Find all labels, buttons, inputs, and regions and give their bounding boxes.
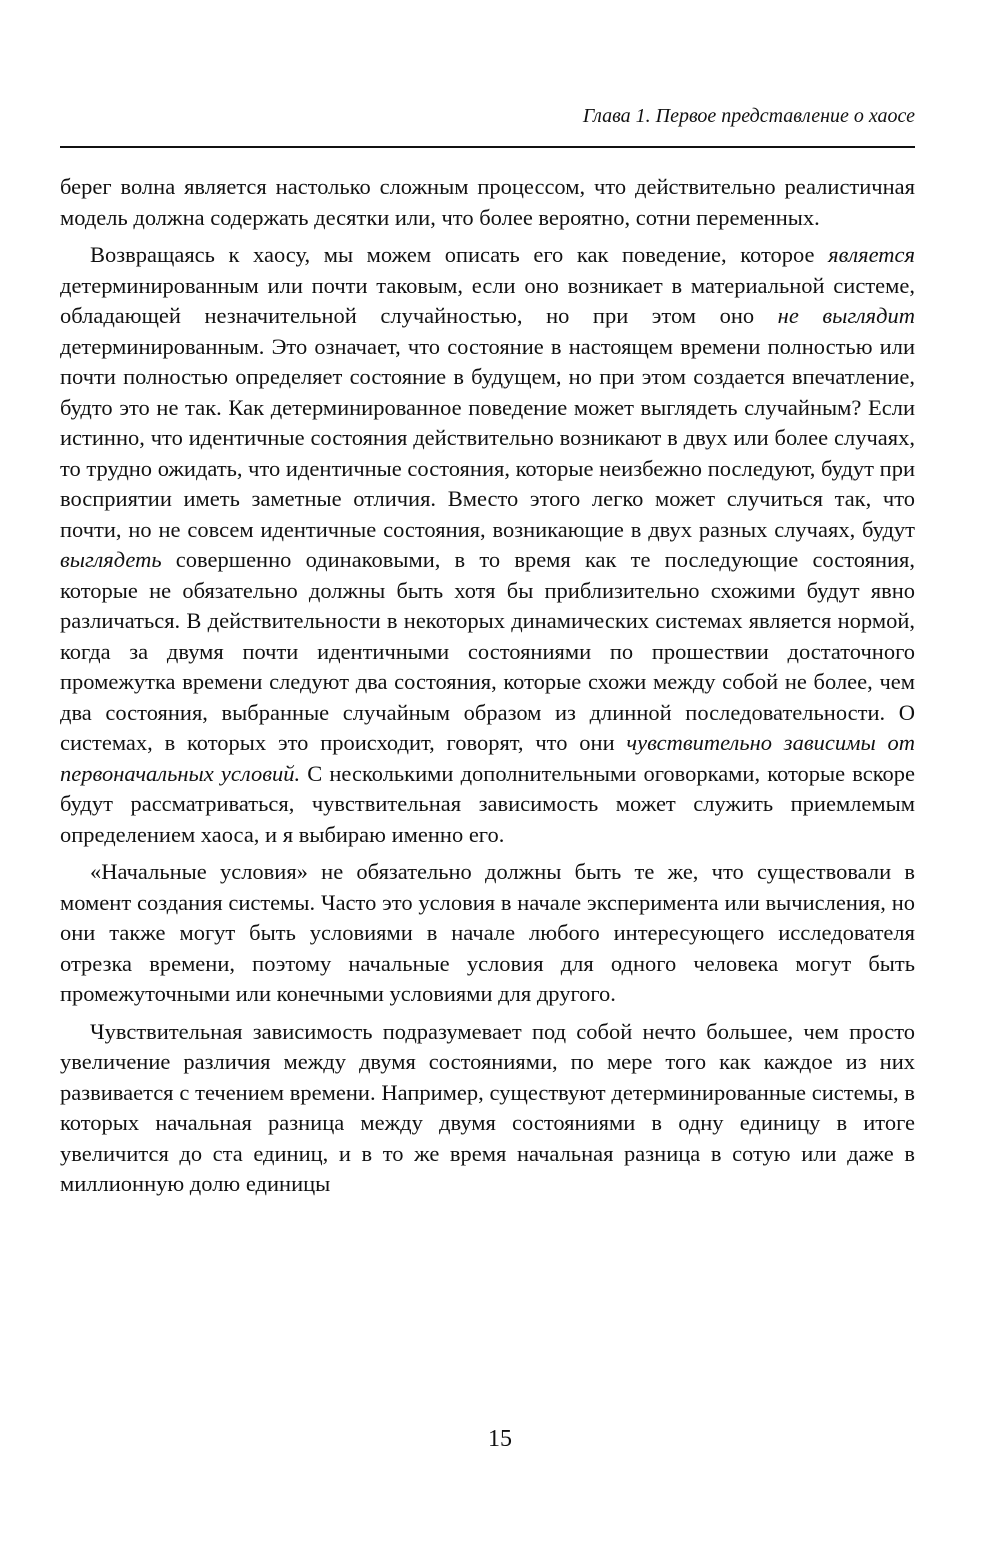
paragraph-1 (60, 172, 915, 233)
paragraph-2 (60, 240, 915, 850)
text-run: Возвращаясь к хаосу, мы можем описать его как поведение, которое (90, 242, 829, 267)
text-run: Чувствительная зависимость подразумевает под собой нечто большее, чем просто увеличение различия между двумя состояниями, по мере того как каждое из них развивается с течением времени. Например, существуют детерминированные системы, в которых начальная разница между двумя состояниями в одну единицу в итоге увеличится до ста единиц, и в то же время начальная разница в сотую или даже в миллионную долю единицы (60, 1018, 915, 1196)
text-run: «Начальные условия» не обязательно должны быть те же, что существовали в момент создания системы. Часто это условия в начале эксперимента или вычисления, но они также могут быть условиями в начале любого интересующего исследователя отрезка времени, поэтому начальные условия для одного человека могут быть промежуточными или конечными условиями для другого. (60, 859, 915, 1006)
text-run: С несколькими дополнительными оговорками, которые вскоре будут рассматриваться, чувствительная зависимость может служить приемлемым определением хаоса, и я выбираю именно его. (60, 760, 915, 847)
text-run: берег волна является настолько сложным процессом, что действительно реалистичная модель должна содержать десятки или, что более вероятно, сотни переменных. (60, 174, 915, 230)
paragraph-4 (60, 1017, 915, 1200)
text-run: детерминированным или почти таковым, если оно возникает в материальной системе, обладающей незначительной случайностью, но при этом оно (60, 272, 915, 328)
page-number: 15 (488, 1426, 512, 1452)
header-rule (60, 146, 915, 148)
running-header: Глава 1. Первое представление о хаосе (582, 105, 915, 127)
italic-text-run: чувствительно зависимы от первоначальных условий. (60, 730, 915, 786)
text-run: детерминированным. Это означает, что состояние в настоящем времени полностью или почти полностью определяет состояние в будущем, но при этом создается впечатление, будто это не так. Как детерминированное поведение может выглядеть случайным? Если истинно, что идентичные состояния действительно возникают в двух или более случаях, то трудно ожидать, что идентичные состояния, которые неизбежно последуют, будут при восприятии иметь заметные отличия. Вместо этого легко может случиться так, что почти, но не совсем идентичные состояния, возникающие в двух разных случаях, будут (60, 333, 915, 542)
paragraph-3 (60, 857, 915, 1010)
body-text (60, 172, 915, 1207)
italic-text-run: не выглядит (777, 303, 915, 328)
italic-text-run: является (828, 242, 915, 267)
text-run: совершенно одинаковыми, в то время как те последующие состояния, которые не обязательно должны быть хотя бы приблизительно схожими будут явно различаться. В действительности в некоторых динамических системах является нормой, когда за двумя почти идентичными состояниями по прошествии достаточного промежутка времени следуют два состояния, которые схожи между собой не более, чем два состояния, выбранные случайным образом из длинной последовательности. О системах, в которых это происходит, говорят, что они (60, 547, 915, 755)
italic-text-run: выглядеть (60, 547, 162, 572)
